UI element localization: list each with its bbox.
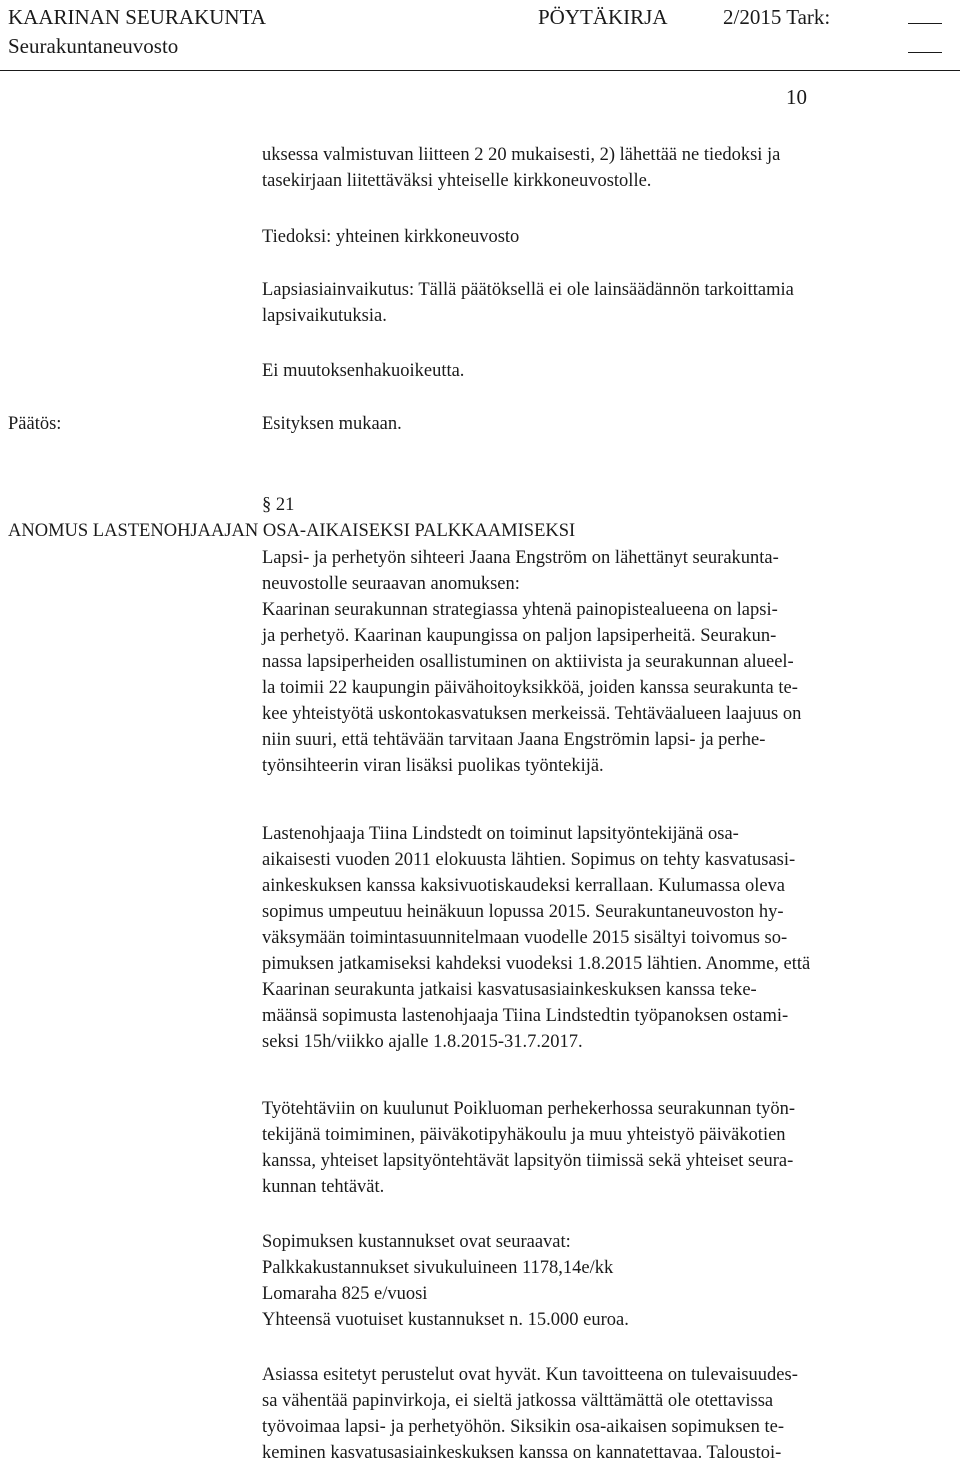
header-org: KAARINAN SEURAKUNTA [8, 5, 266, 29]
text-line: seksi 15h/viikko ajalle 1.8.2015-31.7.2017. [262, 1032, 583, 1052]
text-line: tasekirjaan liitettäväksi yhteiselle kirkkoneuvostolle. [262, 171, 652, 191]
text-line: pimuksen jatkamiseksi kahdeksi vuodeksi 1.8.2015 lähtien. Anomme, että [262, 954, 811, 974]
text-line: Asiassa esitetyt perustelut ovat hyvät. Kun tavoitteena on tulevaisuudes- [262, 1365, 798, 1385]
costs-block [262, 1229, 952, 1333]
top-paragraph [262, 142, 952, 194]
text-line: aikaisesti vuoden 2011 elokuusta lähtien. Sopimus on tehty kasvatusasi- [262, 850, 796, 870]
text-line: lapsivaikutuksia. [262, 306, 387, 326]
text-line: Sopimuksen kustannukset ovat seuraavat: [262, 1232, 571, 1252]
text-line: tekijänä toimiminen, päiväkotipyhäkoulu ja muu yhteistyö päiväkotien [262, 1125, 786, 1145]
text-line: keminen kasvatusasiainkeskuksen kanssa on kannatettavaa. Taloustoi- [262, 1443, 782, 1463]
text-line: työvoimaa lapsi- ja perhetyöhön. Siksikin osa-aikaisen sopimuksen te- [262, 1417, 785, 1437]
text-line: Kaarinan seurakunta jatkaisi kasvatusasiainkeskuksen kanssa teke- [262, 980, 757, 1000]
text-line: la toimii 22 kaupungin päivähoitoyksikköä, joiden kanssa seurakunta te- [262, 678, 798, 698]
text-line: ja perhetyö. Kaarinan kaupungissa on paljon lapsiperheitä. Seurakun- [262, 626, 777, 646]
text-line: Työtehtäviin on kuulunut Poikluoman perhekerhossa seurakunnan työn- [262, 1099, 796, 1119]
header-body-name: Seurakuntaneuvosto [8, 34, 179, 58]
paragraph-1 [262, 545, 952, 779]
page-number: 10 [786, 85, 807, 109]
paragraph-4 [262, 1362, 952, 1466]
lapsiasia-paragraph [262, 277, 952, 329]
text-line: Kaarinan seurakunnan strategiassa yhtenä painopistealueena on lapsi- [262, 600, 778, 620]
text-line: sa vähentää papinvirkoja, ei sieltä jatkossa välttämättä ole otettavissa [262, 1391, 774, 1411]
section-number: § 21 [262, 495, 295, 515]
header-number-label: 2/2015 Tark: [723, 5, 831, 29]
header-blank-2 [908, 33, 942, 59]
text-line: Lapsi- ja perhetyön sihteeri Jaana Engström on lähettänyt seurakunta- [262, 548, 779, 568]
paragraph-3 [262, 1096, 952, 1200]
decision-text: Esityksen mukaan. [262, 414, 402, 434]
text-line: uksessa valmistuvan liitteen 2 20 mukaisesti, 2) lähettää ne tiedoksi ja [262, 145, 781, 165]
text-line: sopimus umpeutuu heinäkuun lopussa 2015. Seurakuntaneuvoston hy- [262, 902, 784, 922]
text-line: Lomaraha 825 e/vuosi [262, 1284, 428, 1304]
text-line: ainkeskuksen kanssa kaksivuotiskaudeksi kerrallaan. Kulumassa oleva [262, 876, 786, 896]
text-line: Palkkakustannukset sivukuluineen 1178,14e/kk [262, 1258, 614, 1278]
text-line: työnsihteerin viran lisäksi puolikas työntekijä. [262, 756, 604, 776]
text-line: nassa lapsiperheiden osallistuminen on aktiivista ja seurakunnan alueel- [262, 652, 794, 672]
section-title: ANOMUS LASTENOHJAAJAN OSA-AIKAISEKSI PALKKAAMISEKSI [8, 521, 576, 541]
tiedoksi-line: Tiedoksi: yhteinen kirkkoneuvosto [262, 227, 520, 247]
header-rule [0, 70, 960, 71]
text-line: kanssa, yhteiset lapsityöntehtävät lapsityön tiimissä sekä yhteiset seura- [262, 1151, 794, 1171]
decision-label: Päätös: [8, 414, 62, 434]
text-line: väksymään toimintasuunnitelmaan vuodelle 2015 sisältyi toivomus so- [262, 928, 788, 948]
text-line: kee yhteistyötä uskontokasvatuksen merkeissä. Tehtäväalueen laajuus on [262, 704, 802, 724]
text-line: niin suuri, että tehtävään tarvitaan Jaana Engströmin lapsi- ja perhe- [262, 730, 766, 750]
header-doc-type: PÖYTÄKIRJA [538, 5, 668, 29]
text-line: neuvostolle seuraavan anomuksen: [262, 574, 520, 594]
text-line: Lastenohjaaja Tiina Lindstedt on toiminut lapsityöntekijänä osa- [262, 824, 739, 844]
header-blank-1 [908, 4, 942, 30]
text-line: kunnan tehtävät. [262, 1177, 385, 1197]
muutoksenhaku-line: Ei muutoksenhakuoikeutta. [262, 361, 465, 381]
paragraph-2 [262, 821, 952, 1055]
text-line: Lapsiasiainvaikutus: Tällä päätöksellä ei ole lainsäädännön tarkoittamia [262, 280, 794, 300]
text-line: Yhteensä vuotuiset kustannukset n. 15.000 euroa. [262, 1310, 629, 1330]
text-line: määnsä sopimusta lastenohjaaja Tiina Lindstedtin työpanoksen ostami- [262, 1006, 789, 1026]
